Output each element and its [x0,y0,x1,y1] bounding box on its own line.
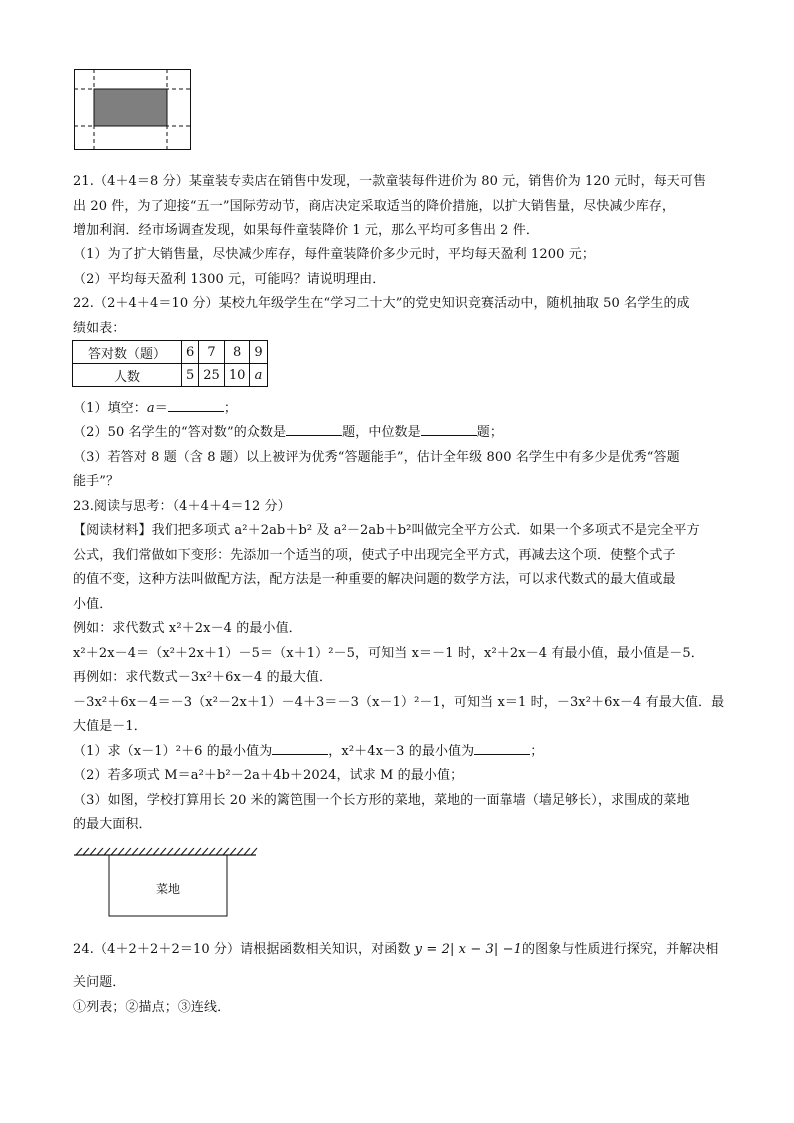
q21-part2: （2）平均每天盈利 1300 元，可能吗？请说明理由． [73,272,386,287]
garden-label: 菜地 [155,882,180,896]
table-row [73,364,268,387]
q23-part3-line2: 的最大面积． [73,817,152,832]
table-header-correct: 答对数（题） [73,341,182,364]
q23-example-5: 大值是－1． [73,719,147,734]
table-cell: 10 [224,364,250,387]
q23-title: 23.阅读与思考：（4＋4＋4＝12 分） [73,499,291,514]
q22-part1-prefix: （1）填空： [73,401,147,416]
q22-line1: 22.（2＋4＋4＝10 分）某校九年级学生在“学习二十大”的党史知识竞赛活动中，随机抽取 50 名学生的成 [73,296,690,311]
q21-line2: 出 20 件，为了迎接“五一”国际劳动节，商店决定采取适当的降价措施，以扩大销售量，尽快减少库存， [73,199,675,214]
q21-line1: 21.（4＋4＝8 分）某童装专卖店在销售中发现，一款童装每件进价为 80 元，销售价为 120 元时，每天可售 [73,174,707,189]
table-cell: 6 [182,341,199,364]
answer-blank[interactable] [474,742,530,755]
q22-part2-text: 题； [476,425,503,440]
q22-part1 [73,397,237,416]
table-header-count: 人数 [73,364,182,387]
q21-part1: （1）为了扩大销售量，尽快减少库存，每件童装降价多少元时，平均每天盈利 1200 元； [73,247,595,262]
q22-part2 [73,421,503,440]
q22-var-a: a [146,401,155,416]
q21-line3: 增加利润．经市场调查发现，如果每件童装降价 1 元，那么平均可多售出 2 件． [73,223,539,238]
table-cell: 5 [182,364,199,387]
q23-part1-text: ； [530,744,544,759]
table-row [73,341,268,364]
q23-part1 [73,740,543,759]
q22-line2: 绩如表： [73,321,126,336]
semicolon: ； [223,401,237,416]
answer-blank[interactable] [168,399,224,412]
q24-line1 [73,938,719,957]
q23-material-4: 小值． [73,597,113,612]
paper-cut-figure [74,69,192,150]
q23-material-1: 【阅读材料】我们把多项式 a²＋2ab＋b² 及 a²－2ab＋b²叫做完全平方公式．如果一个多项式不是完全平方 [73,523,700,538]
q24-line2: 关问题． [73,975,126,990]
answer-blank[interactable] [421,423,477,436]
table-cell: 9 [250,341,267,364]
q23-example-2: x²＋2x－4＝（x²＋2x＋1）－5＝（x＋1）²－5，可知当 x＝－1 时，x²＋2x－4 有最小值，最小值是－5． [73,646,704,661]
equals-sign: ＝ [154,401,168,416]
q23-part1-text: ，x²＋4x－3 的最小值为 [328,744,475,759]
q23-example-1: 例如：求代数式 x²＋2x－4 的最小值． [73,621,302,636]
q23-material-2: 公式，我们常做如下变形：先添加一个适当的项，使式子中出现完全平方式，再减去这个项．使整个式子 [73,548,676,563]
q24-line3: ①列表；②描点；③连线． [73,1000,231,1015]
q24-text: 24.（4＋2＋2＋2＝10 分）请根据函数相关知识，对函数 [73,942,415,957]
q22-part2-text: 题，中位数是 [342,425,421,440]
q22-part3-line1: （3）若答对 8 题（含 8 题）以上被评为优秀“答题能手”，估计全年级 800 名学生中有多少是优秀“答题 [73,450,680,465]
table-cell: 25 [199,364,225,387]
table-cell: a [250,364,267,387]
q23-example-4: －3x²＋6x－4＝－3（x²－2x＋1）－4＋3＝－3（x－1）²－1，可知当 x＝1 时，－3x²＋6x－4 有最大值．最 [73,695,725,710]
q23-example-3: 再例如：求代数式－3x²＋6x－4 的最大值． [73,670,333,685]
q23-part2: （2）若多项式 M＝a²＋b²－2a＋4b＋2024，试求 M 的最小值； [73,768,464,783]
q23-part1-text: （1）求（x－1）²＋6 的最小值为 [73,744,273,759]
q24-formula: y = 2| x − 3| −1 [414,942,522,957]
table-cell: 7 [199,341,225,364]
answer-blank[interactable] [272,742,328,755]
q22-part2-text: （2）50 名学生的“答对数”的众数是 [73,425,287,440]
answer-blank[interactable] [286,423,342,436]
table-cell: 8 [224,341,250,364]
score-table [72,340,268,387]
q23-material-3: 的值不变，这种方法叫做配方法，配方法是一种重要的解决问题的数学方法，可以求代数式的最大值或最 [73,572,676,587]
q24-text: 的图象与性质进行探究，并解决相 [522,942,719,957]
q22-part3-line2: 能手”？ [73,474,120,489]
q23-part3-line1: （3）如图，学校打算用长 20 米的篱笆围一个长方形的菜地，菜地的一面靠墙（墙足够长），求围成的菜地 [73,793,690,808]
